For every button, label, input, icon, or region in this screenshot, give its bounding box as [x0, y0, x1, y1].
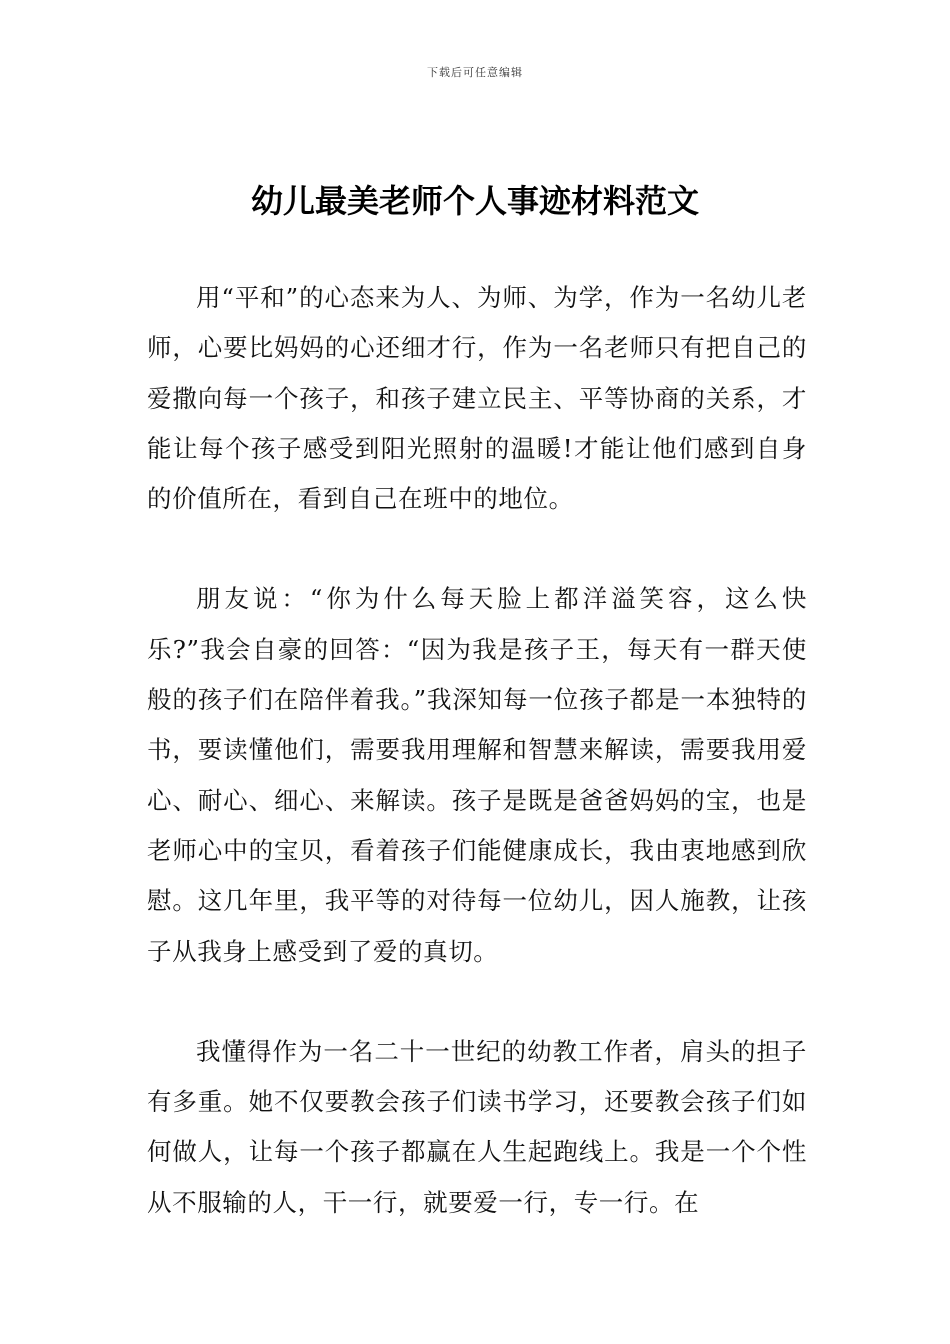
- paragraph-2: 朋友说：“你为什么每天脸上都洋溢笑容，这么快乐?”我会自豪的回答：“因为我是孩子王，每天有一群天使般的孩子们在陪伴着我。”我深知每一位孩子都是一本独特的书，要读懂他们，需要我用理解和智慧来解读，需要我用爱心、耐心、细心、来解读。孩子是既是爸爸妈妈的宝，也是老师心中的宝贝，看着孩子们能健康成长，我由衷地感到欣慰。这几年里，我平等的对待每一位幼儿，因人施教，让孩子从我身上感受到了爱的真切。: [147, 584, 807, 966]
- header-note: 下载后可任意编辑: [427, 66, 523, 79]
- document-title: 幼儿最美老师个人事迹材料范文: [250, 182, 699, 220]
- document-body: [147, 273, 807, 1278]
- paragraph-1: 用“平和”的心态来为人、为师、为学，作为一名幼儿老师，心要比妈妈的心还细才行，作为一名老师只有把自己的爱撒向每一个孩子，和孩子建立民主、平等协商的关系，才能让每个孩子感受到阳光照射的温暖!才能让他们感到自身的价值所在，看到自己在班中的地位。: [147, 283, 807, 514]
- paragraph-3: 我懂得作为一名二十一世纪的幼教工作者，肩头的担子有多重。她不仅要教会孩子们读书学习，还要教会孩子们如何做人，让每一个孩子都赢在人生起跑线上。我是一个个性从不服输的人，干一行，就要爱一行，专一行。在: [147, 1036, 807, 1217]
